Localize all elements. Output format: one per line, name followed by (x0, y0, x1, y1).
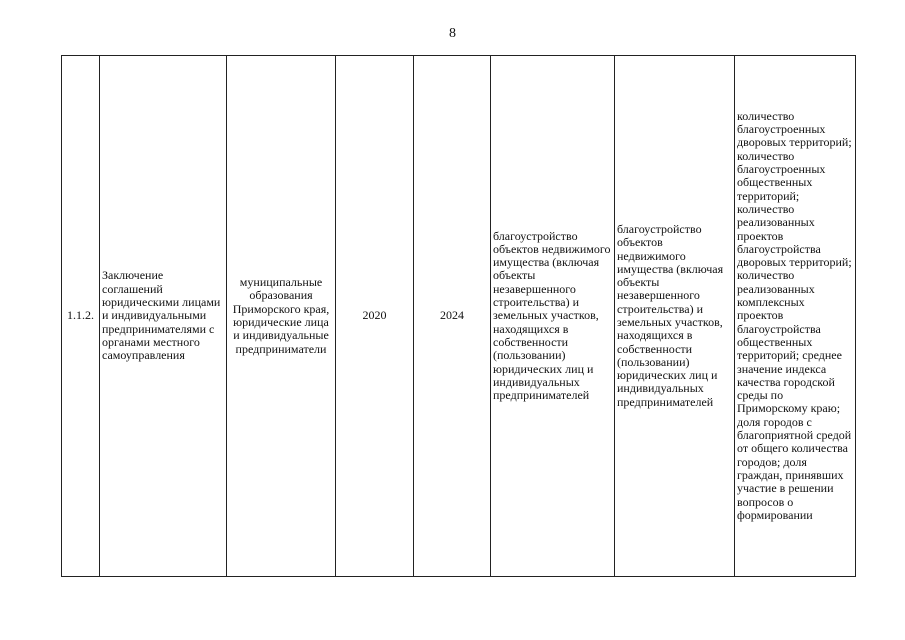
indicators-cell: количество благоустроенных дворовых территорий; количество благоустроенных общественных территорий; количество реализованных проектов благоустройства дворовых территорий; количество реализованных комплексных проектов благоустройства общественных территорий; среднее значение индекса качества городской среды по Приморскому краю; доля городов с благоприятной средой от общего количества городов; доля граждан, принявших участие в решении вопросов о формировании (735, 56, 856, 577)
row-number-cell: 1.1.2. (62, 56, 100, 577)
program-table (61, 55, 856, 577)
executor-cell: муниципальные образования Приморского края, юридические лица и индивидуальные предприниматели (227, 56, 336, 577)
event-cell: Заключение соглашений юридическими лицами и индивидуальными предпринимателями с органами местного самоуправления (100, 56, 227, 577)
start-year-cell: 2020 (336, 56, 414, 577)
page-number: 8 (449, 26, 456, 41)
table-row (62, 56, 856, 577)
direct-result-cell: благоустройство объектов недвижимого имущества (включая объекты незавершенного строительства) и земельных участков, находящихся в собственности (пользовании) юридических лиц и индивидуальных предпринимателей (491, 56, 615, 577)
consequence-cell: благоустройство объектов недвижимого имущества (включая объекты незавершенного строительства) и земельных участков, находящихся в собственности (пользовании) юридических лиц и индивидуальных предпринимателей (615, 56, 735, 577)
end-year-cell: 2024 (414, 56, 491, 577)
